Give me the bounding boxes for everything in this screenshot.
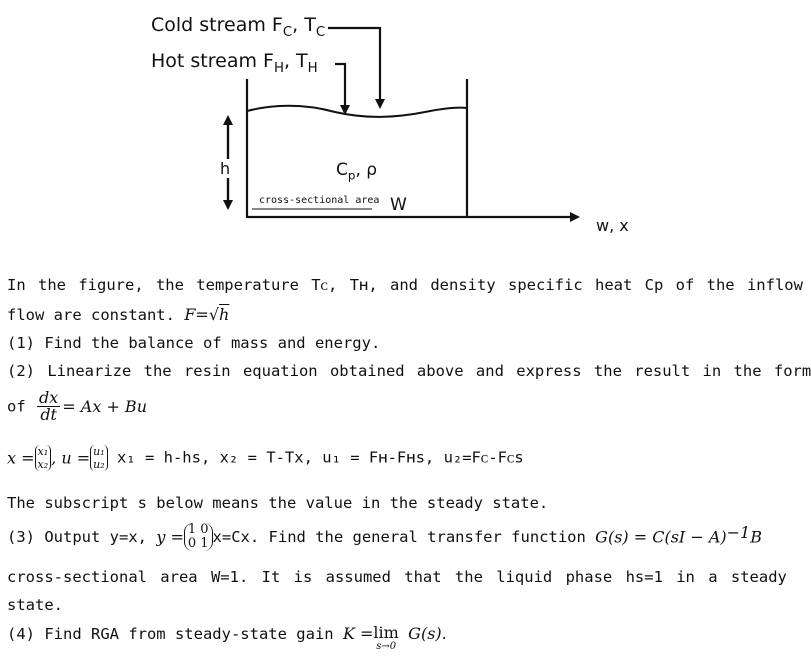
question-1: (1) Find the balance of mass and energy. [7,334,381,352]
liquid-surface [247,106,467,117]
question-2-form: of $\frac{dx}{dt}$ = Ax + Bu [7,388,147,424]
cross-sectional-area-label: cross-sectional area [259,195,380,206]
question-3-line-2: cross-sectional area W=1. It is assumed that the liquid phase hs=1 in a steady [7,568,787,586]
question-2: (2) Linearize the resin equation obtained above and express the result in the form [7,362,811,380]
cold-stream-arrow [328,28,380,107]
subscript-note: The subscript s below means the value in the steady state. [7,494,549,512]
hot-stream-arrow [335,64,345,113]
question-4: (4) Find RGA from steady-state gain K = lim s→0 G(s). [7,623,447,652]
question-3-line-3: state. [7,596,63,614]
intro-line-2: flow are constant. F=√h [7,305,230,324]
hot-stream-label: Hot stream $F_H$, $T_H$ [151,50,318,76]
cold-stream-label: Cold stream $F_C$, $T_C$ [151,14,326,40]
intro-line-1: In the figure, the temperature Tᴄ, Tʜ, and density specific heat Cp of the inflow [7,276,803,294]
tank-diagram [0,0,754,250]
height-label: h [220,159,231,178]
question-3: (3) Output y=x, y = 1 0 0 1 x=Cx. Find the general transfer function G(s) = C(sI − A)$^{-1}$B [7,522,762,551]
w-label: W [390,195,407,215]
variable-definitions: x = x₁ x₂ , u = u₁ u₂ x₁ = h-hs, x₂ = T-Tx, u₁ = Fʜ-Fʜs, u₂=Fᴄ-Fᴄs [7,445,524,471]
heat-capacity-label: $C_p$, ρ [336,160,378,183]
outflow-label: w, x [596,216,629,235]
